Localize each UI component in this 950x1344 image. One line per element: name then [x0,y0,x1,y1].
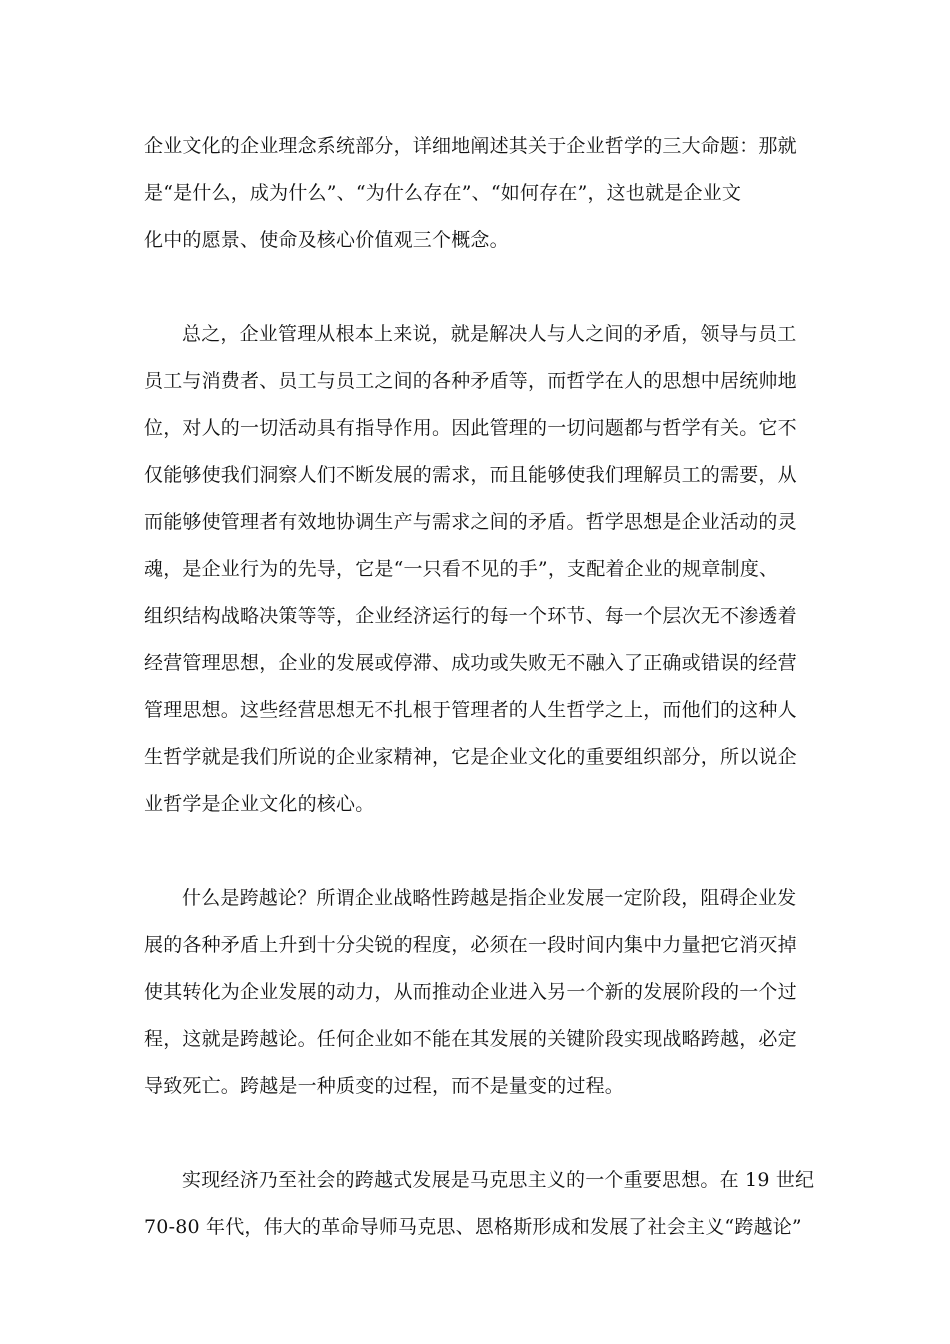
text-line: 而能够使管理者有效地协调生产与需求之间的矛盾。哲学思想是企业活动的灵 [144,511,797,533]
text-line: 是“是什么，成为什么”、“为什么存在”、“如何存在”，这也就是企业文 [144,182,742,204]
text-line: 企业文化的企业理念系统部分，详细地阐述其关于企业哲学的三大命题：那就 [144,135,797,157]
text-line: 程，这就是跨越论。任何企业如不能在其发展的关键阶段实现战略跨越，必定 [144,1028,797,1050]
text-line: 仅能够使我们洞察人们不断发展的需求，而且能够使我们理解员工的需要，从 [144,464,797,486]
text-line: 管理思想。这些经营思想无不扎根于管理者的人生哲学之上，而他们的这种人 [144,699,797,721]
text-line: 业哲学是企业文化的核心。 [144,793,375,815]
text-line: 组织结构战略决策等等，企业经济运行的每一个环节、每一个层次无不渗透着 [144,605,797,627]
text-line: 导致死亡。跨越是一种质变的过程，而不是量变的过程。 [144,1075,625,1097]
text-line: 魂，是企业行为的先导，它是“一只看不见的手”，支配着企业的规章制度、 [144,558,779,580]
text-line: 总之，企业管理从根本上来说，就是解决人与人之间的矛盾，领导与员工 [182,323,797,345]
text-line: 化中的愿景、使命及核心价值观三个概念。 [144,229,509,251]
text-line: 什么是跨越论？所谓企业战略性跨越是指企业发展一定阶段，阻碍企业发 [182,887,797,909]
text-line: 位，对人的一切活动具有指导作用。因此管理的一切问题都与哲学有关。它不 [144,417,797,439]
text-line: 70-80 年代，伟大的革命导师马克思、恩格斯形成和发展了社会主义“跨越论” [144,1216,802,1238]
text-line: 实现经济乃至社会的跨越式发展是马克思主义的一个重要思想。在 19 世纪 [182,1169,815,1191]
text-line: 展的各种矛盾上升到十分尖锐的程度，必须在一段时间内集中力量把它消灭掉 [144,934,797,956]
text-line: 经营管理思想，企业的发展或停滞、成功或失败无不融入了正确或错误的经营 [144,652,797,674]
text-line: 生哲学就是我们所说的企业家精神，它是企业文化的重要组织部分，所以说企 [144,746,797,768]
text-line: 使其转化为企业发展的动力，从而推动企业进入另一个新的发展阶段的一个过 [144,981,797,1003]
text-line: 员工与消费者、员工与员工之间的各种矛盾等，而哲学在人的思想中居统帅地 [144,370,797,392]
